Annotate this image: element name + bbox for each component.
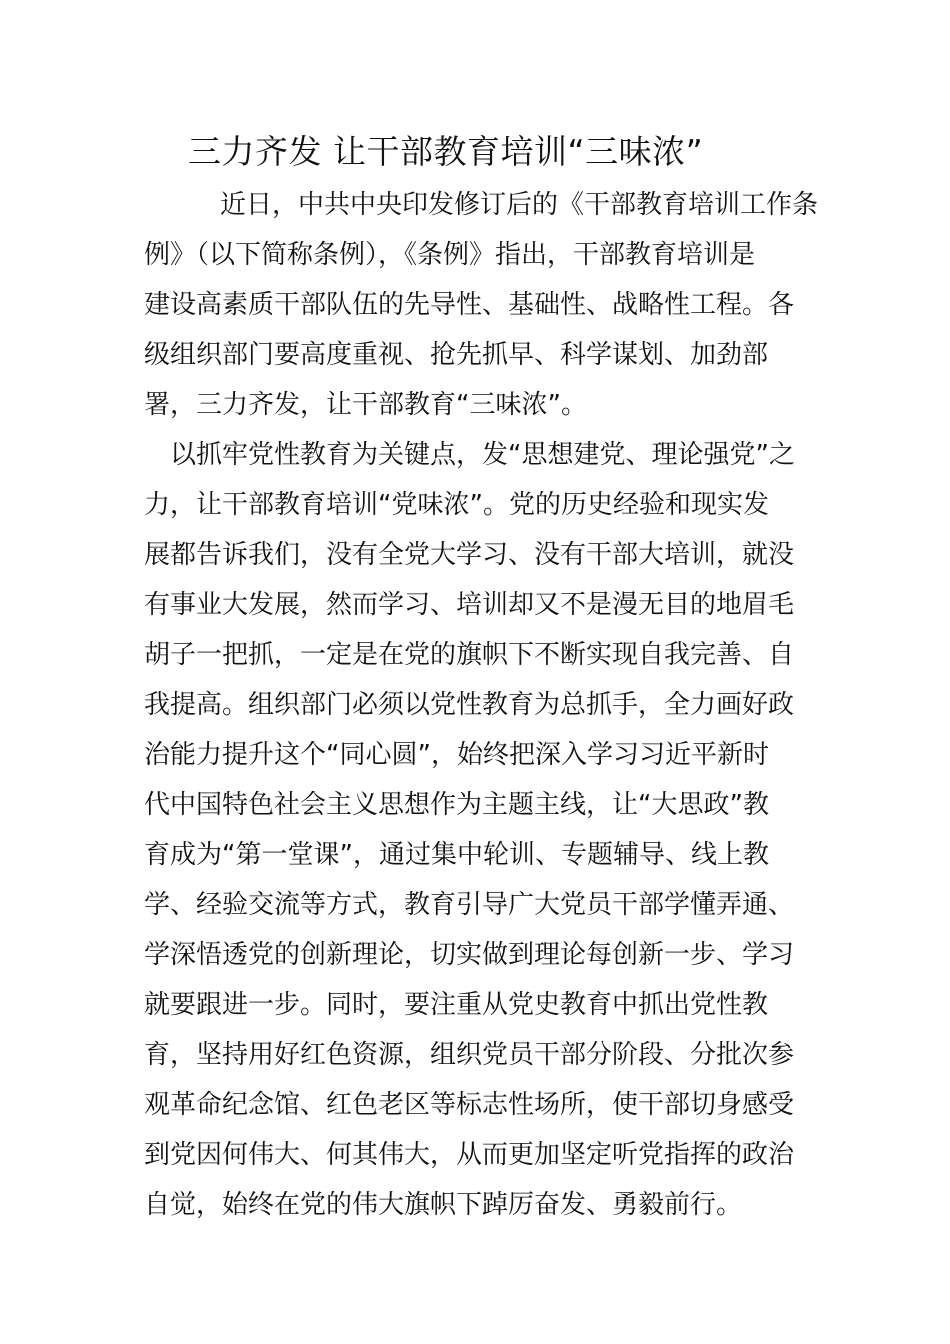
text-line: 近日，中共中央印发修订后的《干部教育培训工作条 <box>220 190 819 220</box>
text-line: 就要跟进一步。同时，要注重从党史教育中抓出党性教 <box>144 990 769 1020</box>
text-line: 学深悟透党的创新理论，切实做到理论每创新一步、学习 <box>144 940 795 970</box>
text-line: 治能力提升这个“同心圆”，始终把深入学习习近平新时 <box>144 740 769 770</box>
text-line: 观革命纪念馆、红色老区等标志性场所，使干部切身感受 <box>144 1090 795 1120</box>
text-line: 例》（以下简称条例），《条例》指出，干部教育培训是 <box>144 240 756 270</box>
text-line: 以抓牢党性教育为关键点，发“思想建党、理论强党”之 <box>170 440 795 470</box>
text-line: 育，坚持用好红色资源，组织党员干部分阶段、分批次参 <box>144 1040 795 1070</box>
text-line: 署，三力齐发，让干部教育“三味浓”。 <box>144 390 587 420</box>
text-line: 到党因何伟大、何其伟大，从而更加坚定听党指挥的政治 <box>144 1140 795 1170</box>
text-line: 育成为“第一堂课”，通过集中轮训、专题辅导、线上教 <box>144 840 769 870</box>
document-body <box>144 180 819 1230</box>
paragraph-1 <box>144 180 819 430</box>
text-line: 胡子一把抓，一定是在党的旗帜下不断实现自我完善、自 <box>144 640 795 670</box>
text-line: 我提高。组织部门必须以党性教育为总抓手，全力画好政 <box>144 690 795 720</box>
text-line: 力，让干部教育培训“党味浓”。党的历史经验和现实发 <box>144 490 769 520</box>
text-line: 自觉，始终在党的伟大旗帜下踔厉奋发、勇毅前行。 <box>144 1190 743 1220</box>
text-line: 建设高素质干部队伍的先导性、基础性、战略性工程。各 <box>144 290 795 320</box>
text-line: 代中国特色社会主义思想作为主题主线，让“大思政”教 <box>144 790 769 820</box>
text-line: 级组织部门要高度重视、抢先抓早、科学谋划、加劲部 <box>144 340 769 370</box>
text-line: 展都告诉我们，没有全党大学习、没有干部大培训，就没 <box>144 540 795 570</box>
text-line: 有事业大发展，然而学习、培训却又不是漫无目的地眉毛 <box>144 590 795 620</box>
text-line: 学、经验交流等方式，教育引导广大党员干部学懂弄通、 <box>144 890 795 920</box>
paragraph-2 <box>144 430 814 1230</box>
document-title: 三力齐发 让干部教育培训“三味浓” <box>188 132 704 171</box>
